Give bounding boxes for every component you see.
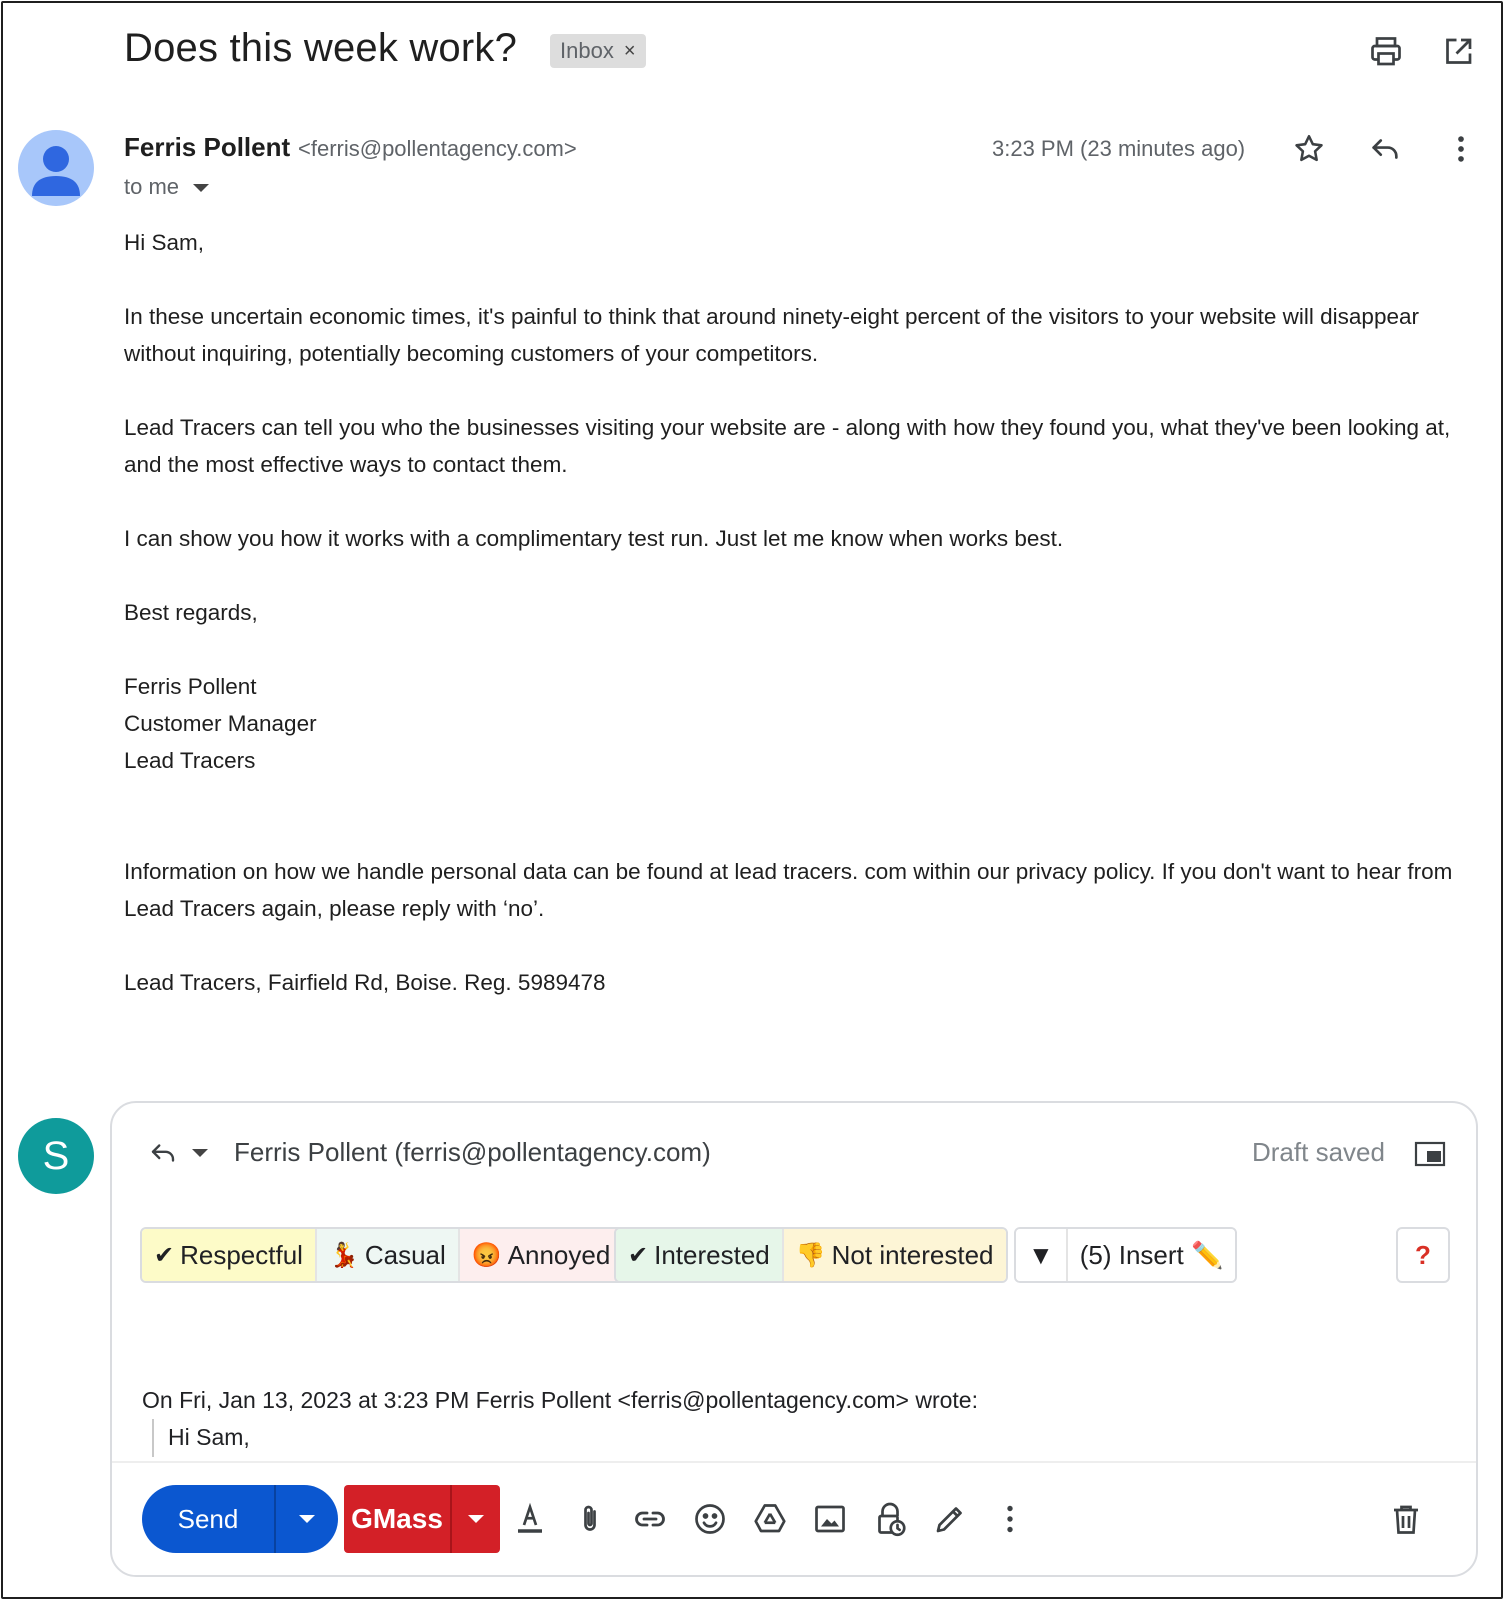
insert-chip[interactable] [1068, 1229, 1236, 1281]
tone-chip-glyph: ✔ [154, 1241, 175, 1269]
intent-chip-glyph: ✔ [628, 1241, 649, 1269]
insert-chip-group [1014, 1227, 1237, 1283]
tone-chip-label: Annoyed [507, 1239, 611, 1270]
signature-company: Lead Tracers [124, 748, 256, 773]
send-button[interactable] [142, 1485, 338, 1553]
intent-chip-group [614, 1227, 1008, 1283]
chevron-down-icon [299, 1515, 315, 1523]
gmass-settings-dropdown[interactable] [452, 1485, 500, 1553]
more-vert-icon[interactable] [1444, 132, 1478, 166]
tone-chip[interactable] [317, 1229, 460, 1281]
signature-icon[interactable] [932, 1501, 968, 1537]
chevron-down-icon [192, 1149, 208, 1157]
address-footer: Lead Tracers, Fairfield Rd, Boise. Reg. 5989478 [124, 970, 606, 995]
remove-label-icon[interactable]: × [623, 39, 636, 62]
intent-chip[interactable] [784, 1229, 1006, 1281]
delete-draft-icon[interactable] [1388, 1501, 1424, 1537]
insert-chip[interactable] [1016, 1229, 1068, 1281]
body-paragraph-2: Lead Tracers can tell you who the businesses visiting your website are - along with how they found you, what they've been looking at, and the most effective ways to contact them. [124, 415, 1451, 477]
intent-chip-label: Not interested [831, 1239, 994, 1270]
gmass-button[interactable] [344, 1485, 500, 1553]
tone-chip-group [140, 1227, 624, 1283]
email-subject: Does this week work? [124, 26, 518, 70]
intent-chip[interactable] [616, 1229, 784, 1281]
signoff: Best regards, [124, 600, 258, 625]
reply-type-icon [148, 1138, 178, 1168]
send-button-label[interactable]: Send [142, 1485, 276, 1553]
photo-icon[interactable] [812, 1501, 848, 1537]
tone-chip-glyph: 😡 [471, 1241, 502, 1269]
tone-chip-label: Respectful [180, 1239, 303, 1270]
help-button[interactable]: ? [1396, 1227, 1450, 1283]
person-icon [18, 130, 94, 206]
sender-name[interactable]: Ferris Pollent [124, 132, 291, 162]
quoted-text: Hi Sam, [152, 1419, 250, 1457]
confidential-mode-icon[interactable] [872, 1501, 908, 1537]
quoted-header: On Fri, Jan 13, 2023 at 3:23 PM Ferris Pollent <ferris@pollentagency.com> wrote: [142, 1387, 978, 1413]
insert-chip-label: (5) Insert ✏️ [1079, 1239, 1224, 1270]
attach-icon[interactable] [572, 1501, 608, 1537]
sender-avatar[interactable] [18, 130, 94, 206]
user-avatar[interactable]: S [18, 1118, 94, 1194]
tone-chip-label: Casual [364, 1239, 446, 1270]
recipient-label: to me [124, 174, 180, 199]
link-icon[interactable] [632, 1501, 668, 1537]
star-icon[interactable] [1292, 132, 1326, 166]
reply-icon[interactable] [1368, 132, 1402, 166]
schedule-send-dropdown[interactable] [276, 1485, 338, 1553]
body-paragraph-3: I can show you how it works with a complimentary test run. Just let me know when works best. [124, 526, 1064, 551]
drive-icon[interactable] [752, 1501, 788, 1537]
insert-chip-label: ▼ [1028, 1239, 1054, 1270]
reply-recipient[interactable]: Ferris Pollent (ferris@pollentagency.com) [234, 1137, 711, 1167]
reply-type-selector[interactable] [148, 1133, 208, 1173]
toolbar-divider [112, 1461, 1476, 1463]
pop-out-icon[interactable] [1414, 1139, 1448, 1169]
emoji-icon[interactable] [692, 1501, 728, 1537]
gmass-button-label[interactable]: GMass [344, 1485, 452, 1553]
intent-chip-glyph: 👎 [795, 1241, 826, 1269]
print-icon[interactable] [1368, 34, 1404, 70]
tone-chip-glyph: 💃 [328, 1241, 359, 1269]
intent-chip-label: Interested [654, 1239, 770, 1270]
body-paragraph-1: In these uncertain economic times, it's painful to think that around ninety-eight percent of the visitors to your website will disappear without inquiring, potentially becoming customers of your competitors. [124, 304, 1419, 366]
sender-email: <ferris@pollentagency.com> [298, 136, 577, 161]
signature-title: Customer Manager [124, 711, 317, 736]
greeting: Hi Sam, [124, 230, 205, 255]
signature-name: Ferris Pollent [124, 674, 257, 699]
chevron-down-icon [468, 1515, 484, 1523]
message-timestamp: 3:23 PM (23 minutes ago) [992, 136, 1246, 161]
privacy-footer: Information on how we handle personal data can be found at lead tracers. com within our privacy policy. If you don't want to hear from Lead Tracers again, please reply with ‘no’. [124, 859, 1453, 921]
tone-chip[interactable] [460, 1229, 623, 1281]
label-chip-inbox[interactable] [550, 34, 646, 68]
draft-status: Draft saved [1252, 1137, 1385, 1167]
message-body [124, 224, 1464, 1001]
open-in-new-window-icon[interactable] [1440, 34, 1476, 70]
formatting-icon[interactable] [512, 1501, 548, 1537]
recipient-details-toggle[interactable] [124, 174, 209, 200]
label-chip-text: Inbox [560, 38, 614, 63]
more-options-icon[interactable] [992, 1501, 1028, 1537]
chevron-down-icon [193, 184, 209, 192]
tone-chip[interactable] [142, 1229, 317, 1281]
reply-compose-box [110, 1101, 1478, 1577]
